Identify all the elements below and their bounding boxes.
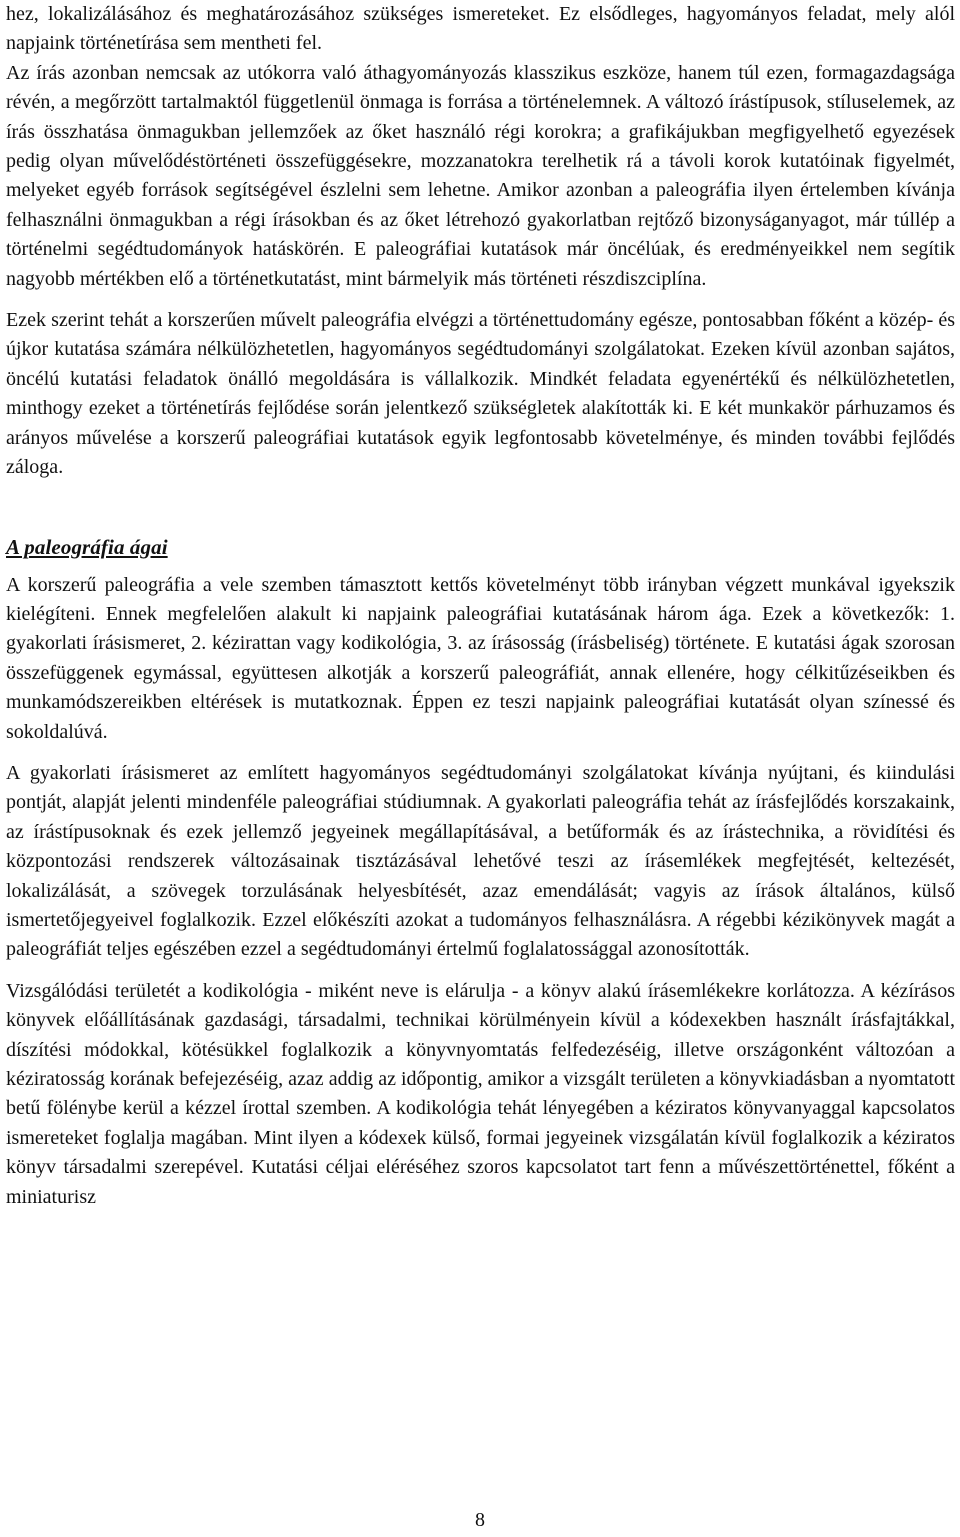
paragraph-practical-script: A gyakorlati írásismeret az említett hagyományos segédtudományi szolgálatokat kívánja nyújtani, és kiindulási pontját, alapját jelenti mindenféle paleográfiai stúdiumnak. A gyakorlati paleográfia tehát az írásfejlődés korszakaink, az írástípusoknak és ezek jellemző jegyeinek megállapításával, a betűformák és az írástechnika, a rövidítési és központozási rendszerek változásainak tisztázásával lehetővé teszi az írásemlékek megfejtését, keltezését, lokalizálását, a szövegek torzulásának helyesbítését, azaz emendálását; vagyis az írások általános, külső ismertetőjegyeivel foglalkozik. Ezzel előkészíti azokat a tudományos felhasználásra. A régebbi kézikönyvek magát a paleográfiát teljes egészében ezzel a segédtudományi értelmű foglalatossággal azonosították. xyxy=(6,761,955,961)
paragraph-modern-paleography: Ezek szerint tehát a korszerűen művelt paleográfia elvégzi a történettudomány egésze, pontosabban főként a közép- és újkor kutatása számára nélkülözhetetlen, hagyományos segédtudományi szolgálatokat. Ezeken kívül azonban sajátos, öncélú kutatási feladatok önálló megoldására is vállalkozik. Mindkét feladata egyenértékű és nélkülözhetetlen, minthogy ezeket a történetírás fejlődése során jelentkező szükségletek alakították ki. E két munkakör párhuzamos és arányos művelése a korszerű paleográfiai kutatások egyik legfontosabb követelménye, és minden további fejlődés záloga. xyxy=(6,309,955,479)
paragraph-writing-as-source: Az írás azonban nemcsak az utókorra való áthagyományozás klasszikus eszköze, hanem túl ezen, formagazdagsága révén, a megőrzött tartalmaktól függetlenül önmaga is forrása a történelemnek. A változó írástípusok, stíluselemek, az írás összhatása önmagukban jellemzőek az őket használó régi korokra; a grafikájukban megfigyelhető egyezések pedig olyan művelődéstörténeti összefüggésekre, mozzanatokra terelhetik rá a távoli korok kutatóinak figyelmét, melyeket egyéb források segítségével észlelni sem lehetne. Amikor azonban a paleográfia ilyen értelemben kívánja felhasználni önmagukban a régi írásokban és az őket létrehozó gyakorlatban rejtőző bizonyságanyagot, már túllép a történelmi segédtudományok hatáskörén. E paleográfiai kutatások már öncélúak, és eredményeikkel nem segítik nagyobb mértékben elő a történetkutatást, mint bármelyik más történeti részdiszciplína. xyxy=(6,61,955,290)
page-number: 8 xyxy=(475,1509,485,1531)
document-page xyxy=(6,0,955,1212)
section-heading: A paleográfia ágai xyxy=(6,534,168,559)
paragraph-continuation: hez, lokalizálásához és meghatározásához szükséges ismereteket. Ez elsődleges, hagyományos feladat, mely alól napjaink történetírása sem mentheti fel. xyxy=(6,3,955,55)
paragraph-codicology: Vizsgálódási területét a kodikológia - miként neve is elárulja - a könyv alakú írásemlékekre korlátozza. A kézírásos könyvek előállításának gazdasági, társadalmi, technikai körülményein kívül a kódexekben használt írásfajtákkal, díszítési módokkal, kötésükkel foglalkozik a könyvnyomtatás felfedezéséig, illetve országonként változóan a kéziratosság korának befejezéséig, azaz addig az időpontig, amikor a vizsgált területen a könyvkiadásban a nyomtatott betű fölénybe kerül a kézzel írottal szemben. A kodikológia tehát lényegében a kéziratos könyvanyaggal kapcsolatos ismereteket foglalja magában. Mint ilyen a kódexek külső, formai jegyeinek vizsgálatán kívül foglalkozik a kéziratos könyv társadalmi szerepével. Kutatási céljai eléréséhez szoros kapcsolatot tart fenn a művészettörténettel, főként a miniaturisz xyxy=(6,979,955,1208)
paragraph-branches: A korszerű paleográfia a vele szemben támasztott kettős követelményt több irányban végzett munkával igyekszik kielégíteni. Ennek megfelelően alakult ki napjaink paleográfiai kutatásának három ága. Ezek a következők: 1. gyakorlati írásismeret, 2. kézirattan vagy kodikológia, 3. az írásosság (írásbeliség) története. E kutatási ágak szorosan összefüggenek egymással, együttesen alkotják a korszerű paleográfiát, annak ellenére, hogy célkitűzéseikben és munkamódszereikben eltérések is mutatkoznak. Éppen ez teszi napjaink paleográfiai kutatását olyan színessé és sokoldalúvá. xyxy=(6,573,955,743)
